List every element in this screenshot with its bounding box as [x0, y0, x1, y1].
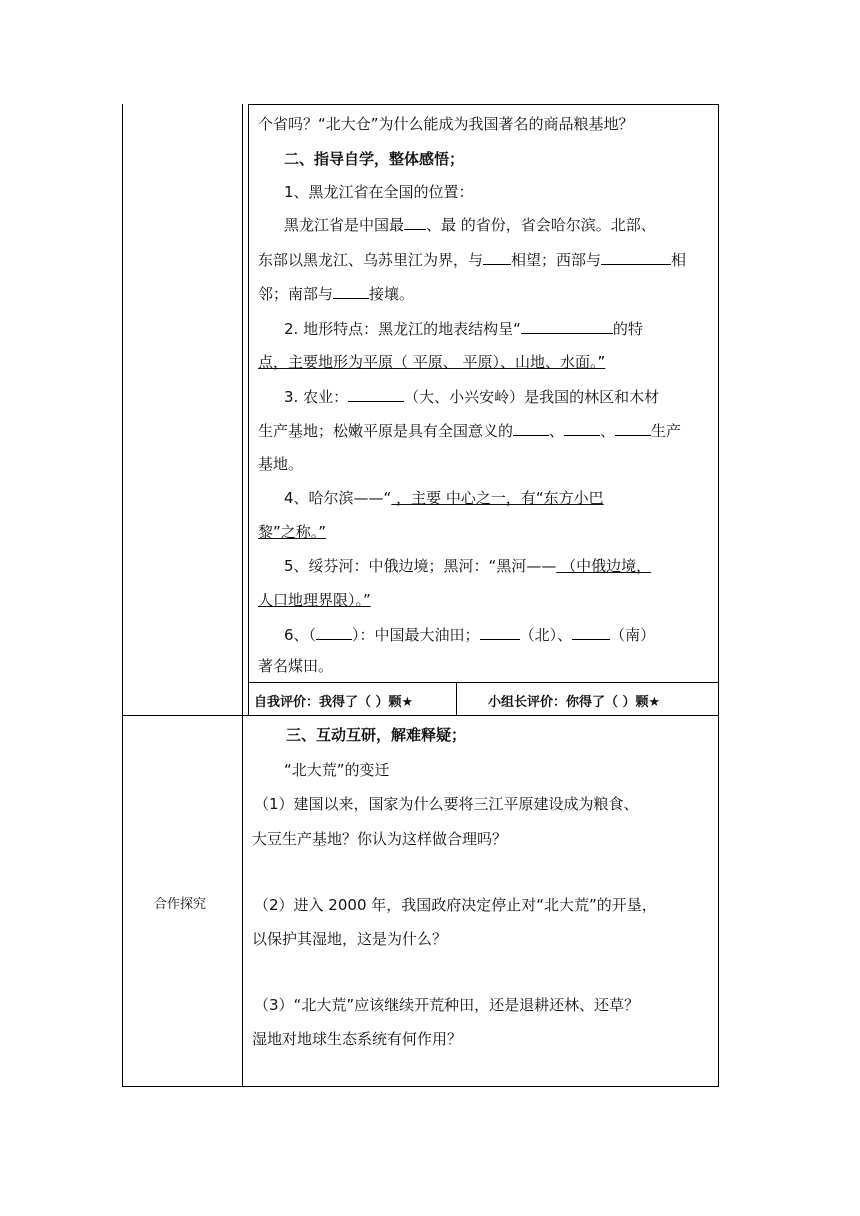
blank[interactable] — [483, 249, 511, 265]
question-3-line-b: 湿地对地球生态系统有何作用？ — [252, 1030, 463, 1048]
item4-line-a: 4、哈尔滨——“ ，主要 中心之一，有“东方小巴 — [284, 489, 604, 507]
blank[interactable] — [348, 386, 404, 402]
item2-line-a: 2. 地形特点：黑龙江的地表结构呈“ 的特 — [284, 320, 643, 338]
table-left-border — [122, 104, 123, 1087]
table-column-divider — [242, 104, 243, 1087]
intro-question: 个省吗？“北大仓”为什么能成为我国著名的商品粮基地？ — [258, 115, 634, 133]
self-study-section — [248, 100, 718, 700]
item3-line-a: 3. 农业： （大、小兴安岭）是我国的林区和木材 — [284, 388, 660, 406]
blank[interactable] — [572, 624, 610, 640]
section-heading-3: 三、互动互研，解难释疑； — [286, 726, 467, 744]
item6-line-a: 6、（ ）：中国最大油田； （北）、 （南） — [284, 626, 656, 644]
row-label-cooperative-inquiry: 合作探究 — [154, 897, 207, 912]
item3-line-c: 基地。 — [258, 455, 304, 473]
section-heading-2: 二、指导自学，整体感悟； — [284, 150, 465, 168]
item5-line-b: 人口地理界限）。” — [258, 591, 371, 609]
blank[interactable] — [480, 624, 520, 640]
item1-line-a: 黑龙江省是中国最 、最 的省份，省会哈尔滨。北部、 — [284, 216, 656, 234]
item2-line-b: 点，主要地形为平原（ 平原、 平原）、山地、水面。” — [258, 353, 606, 371]
row-divider — [122, 715, 719, 716]
topic-subtitle: “北大荒”的变迁 — [284, 761, 390, 779]
blank[interactable] — [333, 283, 369, 299]
question-1-line-a: （1）建国以来，国家为什么要将三江平原建设成为粮食、 — [254, 795, 639, 813]
item3-line-b: 生产基地；松嫩平原是具有全国意义的 、 、 生产 — [258, 422, 682, 440]
item4-line-b: 黎”之称。” — [258, 523, 327, 541]
question-2-line-b: 以保护其湿地，这是为什么？ — [252, 930, 448, 948]
blank[interactable] — [521, 318, 613, 334]
blank[interactable] — [615, 420, 651, 436]
item1-title: 1、黑龙江省在全国的位置： — [284, 183, 474, 201]
item5-line-a: 5、绥芬河：中俄边境；黑河：“黑河—— （中俄边境， — [284, 557, 652, 575]
item1-line-b: 东部以黑龙江、乌苏里江为界，与 相望；西部与 相 — [258, 251, 687, 269]
blank[interactable] — [513, 420, 549, 436]
item1-line-c: 邻；南部与 接壤。 — [258, 285, 415, 303]
table-bottom-border — [122, 1086, 719, 1087]
item6-line-b: 著名煤田。 — [258, 657, 334, 675]
leader-evaluation: 小组长评价：你得了（ ）颗★ — [488, 695, 661, 710]
blank[interactable] — [316, 624, 352, 640]
self-evaluation: 自我评价：我得了（ ）颗★ — [254, 695, 414, 710]
question-3-line-a: （3）“北大荒”应该继续开荒种田，还是退耕还林、还草？ — [254, 996, 640, 1014]
blank[interactable] — [404, 214, 426, 230]
question-2-line-a: （2）进入 2000 年，我国政府决定停止对“北大荒”的开垦， — [254, 896, 657, 914]
blank[interactable] — [601, 249, 671, 265]
table-right-border — [718, 104, 719, 1087]
question-1-line-b: 大豆生产基地？你认为这样做合理吗？ — [252, 830, 508, 848]
blank[interactable] — [564, 420, 600, 436]
